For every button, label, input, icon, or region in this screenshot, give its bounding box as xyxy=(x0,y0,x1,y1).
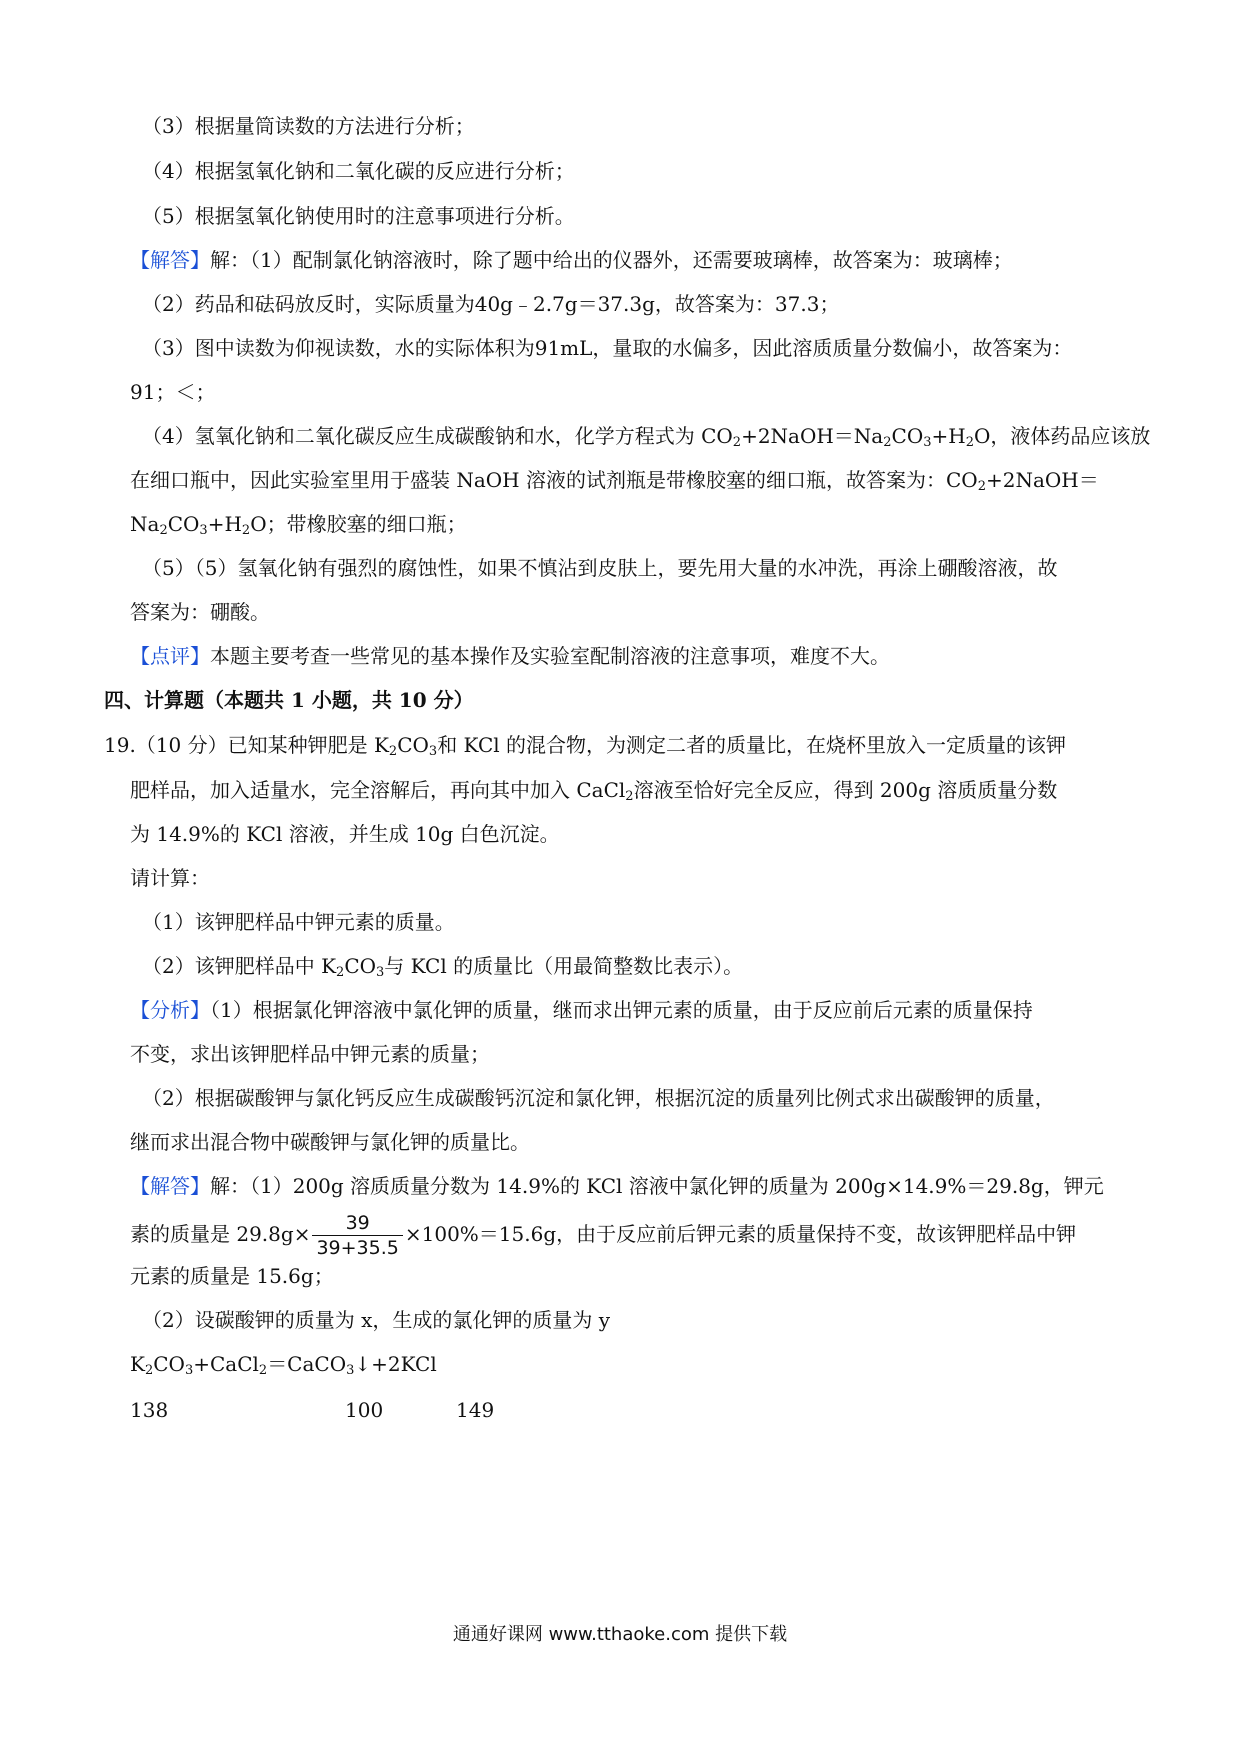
answer-18-line-3: （3）图中读数为仰视读数，水的实际体积为91mL，量取的水偏多，因此溶质质量分数偏小，故答案为： xyxy=(142,336,1073,360)
molar-mass-k2co3: 138 xyxy=(130,1398,169,1422)
answer-18-line-4: 91；＜； xyxy=(130,380,216,404)
answer-19-line-4: （2）设碳酸钾的质量为 x，生成的氯化钾的质量为 y xyxy=(142,1308,611,1332)
answer-18-line-2: （2）药品和砝码放反时，实际质量为40g﹣2.7g＝37.3g，故答案为：37.3； xyxy=(142,292,840,316)
analysis-19-line-1: 【分析】（1）根据氯化钾溶液中氯化钾的质量，继而求出钾元素的质量，由于反应前后元素的质量保持 xyxy=(130,998,1033,1022)
analysis-19-line-3: （2）根据碳酸钾与氯化钙反应生成碳酸钙沉淀和氯化钾，根据沉淀的质量列比例式求出碳酸钾的质量， xyxy=(142,1086,1055,1110)
section-title: 四、计算题（本题共 1 小题，共 10 分） xyxy=(104,688,474,712)
molar-mass-caco3: 100 xyxy=(345,1398,384,1422)
analysis-item-3: （3）根据量筒读数的方法进行分析； xyxy=(142,114,475,138)
answer-18-line-7: $Na_2CO_3+H_2O$；带橡胶塞的细口瓶； xyxy=(130,512,467,538)
fraction-numerator: 39 xyxy=(312,1211,402,1236)
question-19-line-4: 请计算： xyxy=(130,866,210,890)
molar-mass-kcl: 149 xyxy=(456,1398,495,1422)
question-19-line-1: 19.（10 分）已知某种钾肥是 $K_2CO_3$和 KCl 的混合物，为测定二者的质量比，在烧杯里放入一定质量的该钾 xyxy=(104,733,1067,759)
analysis-19-line-2: 不变，求出该钾肥样品中钾元素的质量； xyxy=(130,1042,490,1066)
question-19-line-3: 为 14.9%的 KCl 溶液，并生成 10g 白色沉淀。 xyxy=(130,822,560,846)
answer-19-line-3: 元素的质量是 15.6g； xyxy=(130,1264,334,1288)
fraction xyxy=(312,1211,402,1260)
answer-19-line-1: 【解答】解：（1）200g 溶质质量分数为 14.9%的 KCl 溶液中氯化钾的质量为 200g×14.9%＝29.8g，钾元 xyxy=(130,1174,1104,1198)
answer-18-line-6: 在细口瓶中，因此实验室里用于盛装 NaOH 溶液的试剂瓶是带橡胶塞的细口瓶，故答案为：$CO_2+2NaOH=$ xyxy=(130,468,1099,494)
question-19-line-2: 肥样品，加入适量水，完全溶解后，再向其中加入 CaCl$_2$溶液至恰好完全反应，得到 200g 溶质质量分数 xyxy=(130,778,1058,804)
analysis-19-line-4: 继而求出混合物中碳酸钾与氯化钾的质量比。 xyxy=(130,1130,530,1154)
page-footer: 通通好课网 www.tthaoke.com 提供下载 xyxy=(452,1624,788,1645)
fraction-denominator: 39+35.5 xyxy=(316,1237,399,1259)
analysis-item-5: （5）根据氢氧化钠使用时的注意事项进行分析。 xyxy=(142,204,575,228)
answer-tag: 【解答】 xyxy=(130,248,210,272)
question-19-line-6: （2）该钾肥样品中 $K_2CO_3$与 KCl 的质量比（用最简整数比表示）。 xyxy=(142,954,744,980)
answer-18-line-5: （4）氢氧化钠和二氧化碳反应生成碳酸钠和水，化学方程式为 $CO_2+2NaOH=Na_2CO_3+H_2O$，液体药品应该放 xyxy=(142,424,1151,450)
answer-tag: 【解答】 xyxy=(130,1174,210,1198)
comment-tag: 【点评】 xyxy=(130,644,210,668)
analysis-item-4: （4）根据氢氧化钠和二氧化碳的反应进行分析； xyxy=(142,159,575,183)
chemical-equation: $K_2CO_3+CaCl_2=CaCO_3↓+2KCl$ xyxy=(130,1352,437,1378)
answer-18-line-9: 答案为：硼酸。 xyxy=(130,600,270,624)
answer-18-line-1: 【解答】解：（1）配制氯化钠溶液时，除了题中给出的仪器外，还需要玻璃棒，故答案为：玻璃棒； xyxy=(130,248,1013,272)
answer-18-line-8: （5）（5）氢氧化钠有强烈的腐蚀性，如果不慎沾到皮肤上，要先用大量的水冲洗，再涂上硼酸溶液，故 xyxy=(142,556,1058,580)
answer-19-line-2: 素的质量是 29.8g× $\frac{39}{39+35.5}$ ×100%＝15.6g，由于反应前后钾元素的质量保持不变，故该钾肥样品中钾 xyxy=(130,1212,1077,1259)
question-19-line-5: （1）该钾肥样品中钾元素的质量。 xyxy=(142,910,455,934)
analysis-tag: 【分析】 xyxy=(130,998,210,1022)
comment-18: 【点评】本题主要考查一些常见的基本操作及实验室配制溶液的注意事项，难度不大。 xyxy=(130,644,890,668)
